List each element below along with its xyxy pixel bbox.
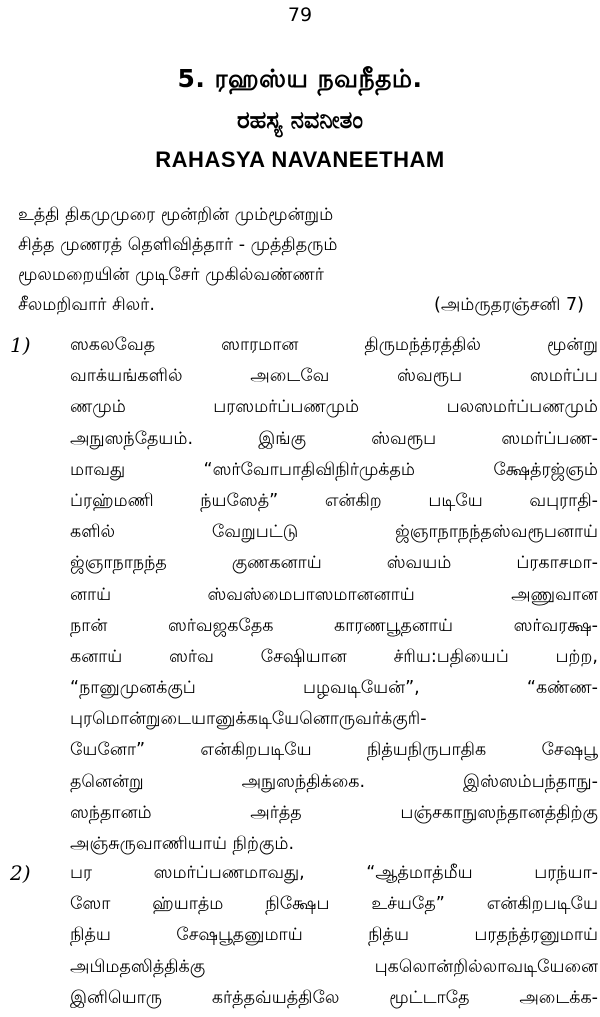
text-line: இனியொரு கர்த்தவ்யத்திலே மூட்டாதே அடைக்க- (70, 987, 598, 1008)
text-line: நித்ய சேஷபூதனுமாய் நித்ய பரதந்த்ரனுமாய் (70, 925, 598, 946)
text-line: யேனோ” என்கிறபடியே நித்யநிருபாதிக சேஷபூ (70, 740, 598, 761)
verse-source: (அம்ருதரஞ்சனி 7) (434, 295, 584, 315)
paragraph-body (70, 330, 598, 860)
text-line: நான் ஸர்வஜகதேக காரணபூதனாய் ஸர்வரக்ஷ- (70, 615, 598, 636)
verse-last-line (18, 290, 584, 320)
verse-line: சீலமறிவார் சிலர். (18, 295, 155, 315)
text-line: ஸந்தானம் அர்த்த பஞ்சகாநுஸந்தானத்திற்கு (70, 802, 598, 823)
title-english: RAHASYA NAVANEETHAM (155, 147, 445, 172)
text-line: ணமும் பரஸமர்ப்பணமும் பலஸமர்ப்பணமும் (70, 397, 598, 418)
text-line: வாக்யங்களில் அடைவே ஸ்வரூப ஸமர்ப்ப (70, 366, 598, 387)
text-line: புரமொன்றுடையானுக்கடியேனொருவர்க்குரி- (70, 709, 427, 730)
verse-line: மூலமறையின் முடிசேர் முகில்வண்ணர் (18, 265, 324, 285)
paragraph-body (70, 858, 598, 1014)
paragraph-number: 2) (10, 861, 31, 885)
verse (18, 200, 584, 320)
text-line: ப்ரஹ்மணி ந்யஸேத்” என்கிற படியே வபுராதி- (70, 490, 598, 511)
text-line: “நானுமுனக்குப் பழவடியேன்”, “கண்ண- (70, 678, 598, 699)
text-line: ஸகலவேத ஸாரமான திருமந்த்ரத்தில் மூன்று (70, 335, 598, 355)
text-line: மாவது “ஸர்வோபாதிவிநிர்முக்தம் க்ஷேத்ரஜ்ஞம் (70, 459, 598, 480)
verse-line: உத்தி திகமுமுரை மூன்றின் மும்மூன்றும் (18, 205, 334, 225)
text-line: அநுஸந்தேயம். இங்கு ஸ்வரூப ஸமர்ப்பண- (70, 428, 598, 449)
text-line: ஸோ ஹ்யாத்ம நிக்ஷேப உச்யதே” என்கிறபடியே (70, 894, 598, 915)
title-kannada: ರಹಸ್ಯ ನವನೀತಂ (236, 106, 364, 134)
title-tamil: 5. ரஹஸ்ய நவநீதம். (177, 64, 423, 93)
verse-line: சித்த முணரத் தெளிவித்தார் - முத்திதரும் (18, 235, 338, 255)
text-line: ஜ்ஞாநாநந்த குணகனாய் ஸ்வயம் ப்ரகாசமா- (70, 553, 598, 574)
text-line: அபிமதஸித்திக்கு புகலொன்றில்லாவடியேனை (70, 956, 598, 977)
page-number: 79 (287, 4, 313, 26)
text-line: கனாய் ஸர்வ சேஷியான ச்ரிய:பதியைப் பற்ற, (70, 646, 598, 667)
text-line: னாய் ஸ்வஸ்மைபாஸமானனாய் அணுவான (70, 584, 598, 605)
paragraph-number: 1) (10, 333, 31, 357)
text-line: தனென்று அநுஸந்திக்கை. இஸ்ஸம்பந்தாநு- (70, 771, 598, 792)
text-line: பர ஸமர்ப்பணமாவது, “ஆத்மாத்மீய பரந்யா- (70, 863, 598, 883)
text-line: அஞ்சுருவாணியாய் நிற்கும். (70, 834, 295, 854)
text-line: களில் வேறுபட்டு ஜ்ஞாநாநந்தஸ்வரூபனாய் (70, 522, 598, 543)
